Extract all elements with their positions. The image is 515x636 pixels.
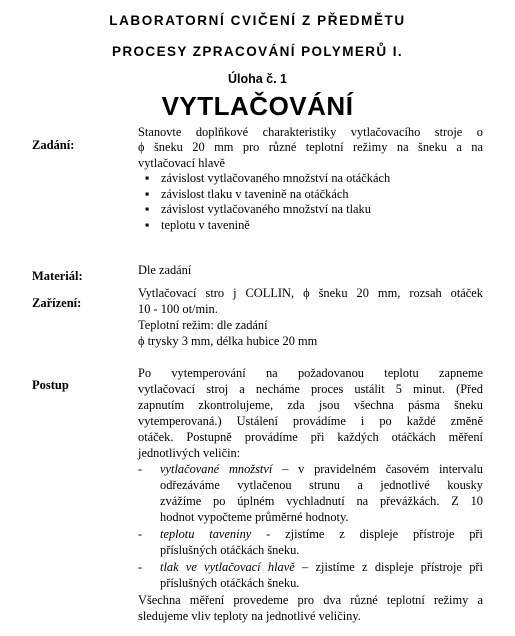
bullet-text: závislost vytlačovaného množství na tlaku [161,202,371,216]
document-title: VYTLAČOVÁNÍ [161,91,354,121]
task-number: Úloha č. 1 [227,72,288,86]
zarizeni-line: Vytlačovací stro j COLLIN, ϕ šneku 20 mm, rozsah otáček [138,286,483,300]
dash-item-head [160,527,483,542]
list-item [145,171,390,186]
section-label-material: Materiál: [32,269,83,283]
term: tlak ve vytlačovací hlavě [160,560,295,574]
postup-outro-line: Všechna měření provedeme pro dva různé teplotní režimy a [138,593,483,607]
zadani-line: ϕ šneku 20 mm pro různé teplotní režimy na šneku a na [138,140,483,154]
header-line-2: PROCESY ZPRACOVÁNÍ POLYMERŮ I. [111,44,404,59]
section-label-zadani: Zadání: [32,138,75,152]
section-label-postup: Postup [32,378,69,392]
list-item [145,202,371,217]
bullet-icon: ▪ [145,171,150,185]
term-rest: - zjistíme z displeje přístroje při [251,527,483,541]
dash-item-line: odřezáváme vytlačenou strunu a jednotlivé kousky [160,478,483,492]
dash-item-head [160,462,483,477]
bullet-text: závislost vytlačovaného množství na otáčkách [161,171,391,185]
zadani-line: Stanovte doplňkové charakteristiky vytlačovacího stroje o [138,125,483,139]
postup-line: vytemperovaná.) Ustálení provádíme i po každé změně [138,414,483,428]
term-rest: – v pravidelném časovém intervalu [272,462,483,476]
bullet-text: závislost tlaku v tavenině na otáčkách [161,187,349,201]
material-text: Dle zadání [138,263,192,277]
bullet-icon: ▪ [145,187,150,201]
zadani-line: vytlačovací hlavě [138,156,226,170]
dash-item-line: příslušných otáčkách šneku. [160,576,300,590]
bullet-icon: ▪ [145,218,150,232]
zarizeni-line: 10 - 100 ot/min. [138,302,218,316]
dash-item-line: příslušných otáčkách šneku. [160,543,300,557]
postup-line: zapnutím zkontrolujeme, zda jsou všechna pásma šneku [138,398,483,412]
dash-marker: - [138,462,143,476]
postup-line: otáček. Postupně provádíme při každých otáčkách měření [138,430,483,444]
header-line-1: LABORATORNÍ CVIČENÍ Z PŘEDMĚTU [109,13,406,28]
term-rest: – zjistíme z displeje přístroje při [294,560,484,574]
zarizeni-line: Teplotní režim: dle zadání [138,318,268,332]
term: vytlačované množství [160,462,273,476]
postup-outro-line: sledujeme vliv teploty na jednotlivé veličiny. [138,609,361,623]
section-label-zarizeni: Zařízení: [32,296,82,310]
dash-marker: - [138,560,143,574]
postup-line: Po vytemperování na požadovanou teplotu zapneme [138,366,483,380]
term: teplotu taveniny [160,527,252,541]
dash-item-head [160,560,483,575]
dash-item-line: zvážíme po úplném vychladnutí na převážkách. Z 10 [160,494,483,508]
postup-line: vytlačovací stroj a necháme proces ustálit 5 minut. (Před [138,382,483,396]
dash-marker: - [138,527,143,541]
postup-line: jednotlivých veličin: [138,446,241,460]
list-item [145,187,349,202]
bullet-icon: ▪ [145,202,150,216]
bullet-text: teplotu v tavenině [161,218,250,232]
dash-item-line: hodnot vypočteme průměrné hodnoty. [160,510,349,524]
list-item [145,218,250,233]
zarizeni-line: ϕ trysky 3 mm, délka hubice 20 mm [138,334,318,348]
